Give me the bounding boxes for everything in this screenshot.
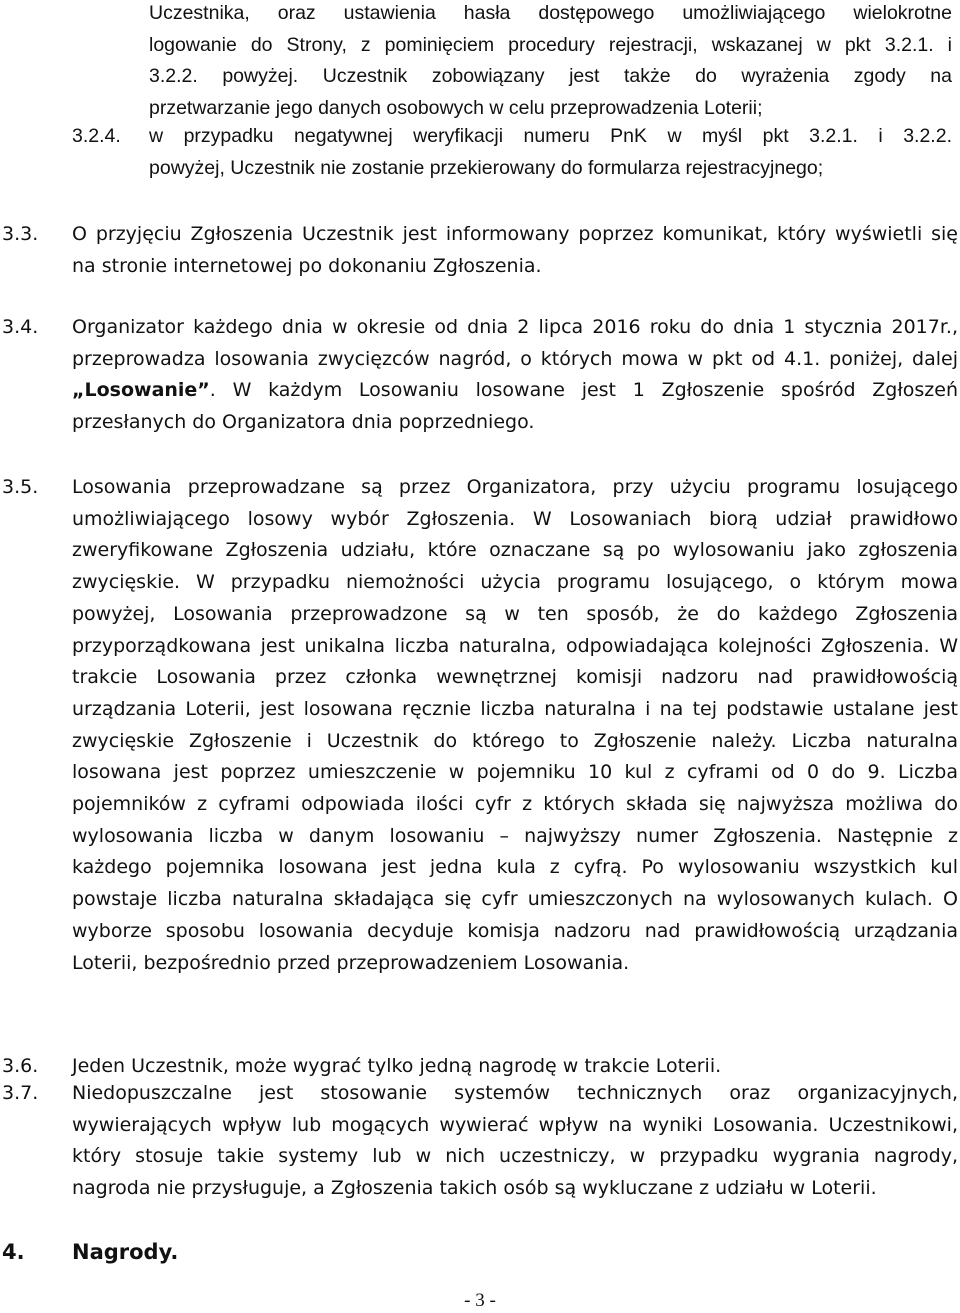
paragraph-line: Niedopuszczalne jest stosowanie systemów technicznych oraz organizacyjnych, (72, 1082, 958, 1104)
paragraph-line: przeprowadza losowania zwycięzców nagród, o których mowa w pkt od 4.1. poniżej, dalej (72, 347, 958, 370)
term-losowanie: „Losowanie” (72, 379, 210, 402)
paragraph-line: zwycięskie. W przypadku niemożności użycia programu losującego, o którym mowa (72, 571, 958, 594)
paragraph-line: wyborze sposobu losowania decyduje komisja nadzoru nad prawidłowością urządzania (72, 919, 958, 942)
section-3-7 (0, 1078, 960, 1205)
page-number: - 3 - (464, 1290, 496, 1311)
paragraph-line: logowanie do Strony, z pominięciem procedury rejestracji, wskazanej w pkt 3.2.1. i (149, 33, 952, 56)
paragraph-line: wylosowania liczba w danym losowaniu – najwyższy numer Zgłoszenia. Następnie z (72, 824, 958, 847)
section-3-2-4 (149, 121, 952, 184)
section-3-2-1-continuation (149, 0, 952, 125)
paragraph-line: 3.2.2. powyżej. Uczestnik zobowiązany jest także do wyrażenia zgody na (149, 65, 952, 88)
paragraph-text: . W każdym Losowaniu losowane jest 1 Zgłoszenie spośród Zgłoszeń (209, 379, 958, 402)
paragraph-line: zwycięskie Zgłoszenie i Uczestnik do którego to Zgłoszenie należy. Liczba naturalna (72, 729, 958, 752)
section-4-number: 4. (2, 1240, 25, 1264)
section-number: 3.4. (2, 316, 39, 338)
paragraph-line: na stronie internetowej po dokonaniu Zgłoszenia. (72, 254, 542, 277)
paragraph-line: powstaje liczba naturalna składająca się cyfr umieszczonych na wylosowanych kulach. O (72, 888, 958, 911)
paragraph-line: wywierających wpływ lub mogących wywierać wpływ na wyniki Losowania. Uczestnikowi, (72, 1113, 958, 1136)
paragraph-line: Uczestnika, oraz ustawienia hasła dostępowego umożliwiającego wielokrotne (149, 2, 952, 24)
section-number: 3.2.4. (72, 125, 121, 147)
section-3-5 (0, 472, 960, 979)
paragraph-line: umożliwiającego losowy wybór Zgłoszenia. W Losowaniach biorą udział prawidłowo (72, 507, 958, 530)
section-4-title: Nagrody. (72, 1240, 179, 1264)
paragraph-line: przesłanych do Organizatora dnia poprzedniego. (72, 411, 535, 434)
paragraph-line: w przypadku negatywnej weryfikacji numeru PnK w myśl pkt 3.2.1. i 3.2.2. (149, 125, 952, 147)
paragraph-line: losowana jest poprzez umieszczenie w pojemniku 10 kul z cyframi od 0 do 9. Liczba (72, 761, 958, 784)
paragraph-line: trakcie Losowania przez członka wewnętrznej komisji nadzoru nad prawidłowością (72, 666, 958, 689)
section-number: 3.6. (2, 1055, 39, 1077)
paragraph-line: który stosuje takie systemy lub w nich uczestniczy, w przypadku wygrania nagrody, (72, 1145, 958, 1168)
paragraph-line: urządzania Loterii, jest losowana ręcznie liczba naturalna i na tej podstawie ustalane jest (72, 697, 958, 720)
section-3-4 (0, 312, 960, 439)
paragraph-line: Loterii, bezpośrednio przed przeprowadzeniem Losowania. (72, 951, 630, 974)
paragraph-line: O przyjęciu Zgłoszenia Uczestnik jest informowany poprzez komunikat, który wyświetli się (72, 223, 958, 245)
paragraph-line: przyporządkowana jest unikalna liczba naturalna, odpowiadająca kolejności Zgłoszenia. W (72, 634, 958, 657)
section-number: 3.7. (2, 1082, 39, 1104)
paragraph-line: Organizator każdego dnia w okresie od dnia 2 lipca 2016 roku do dnia 1 stycznia 2017r., (72, 316, 958, 338)
paragraph-line: Jeden Uczestnik, może wygrać tylko jedną nagrodę w trakcie Loterii. (72, 1055, 722, 1077)
paragraph-line: przetwarzanie jego danych osobowych w celu przeprowadzenia Loterii; (149, 97, 763, 120)
paragraph-line: nagroda nie przysługuje, a Zgłoszenia takich osób są wykluczane z udziału w Loterii. (72, 1177, 877, 1200)
paragraph-line: Losowania przeprowadzane są przez Organizatora, przy użyciu programu losującego (72, 476, 958, 498)
paragraph-line: powyżej, Losowania przeprowadzone są w ten sposób, że do każdego Zgłoszenia (72, 602, 958, 625)
section-number: 3.3. (2, 223, 39, 245)
paragraph-line: zweryfikowane Zgłoszenia udziału, które oznaczane są po wylosowaniu jako zgłoszenia (72, 539, 958, 562)
section-number: 3.5. (2, 476, 39, 498)
section-3-3 (0, 219, 960, 282)
paragraph-line: każdego pojemnika losowana jest jedna kula z cyfrą. Po wylosowaniu wszystkich kul (72, 856, 958, 879)
paragraph-line: powyżej, Uczestnik nie zostanie przekierowany do formularza rejestracyjnego; (149, 156, 824, 179)
paragraph-line (72, 375, 958, 407)
paragraph-line: pojemników z cyframi odpowiada ilości cyfr z których składa się najwyższa możliwa do (72, 793, 958, 816)
